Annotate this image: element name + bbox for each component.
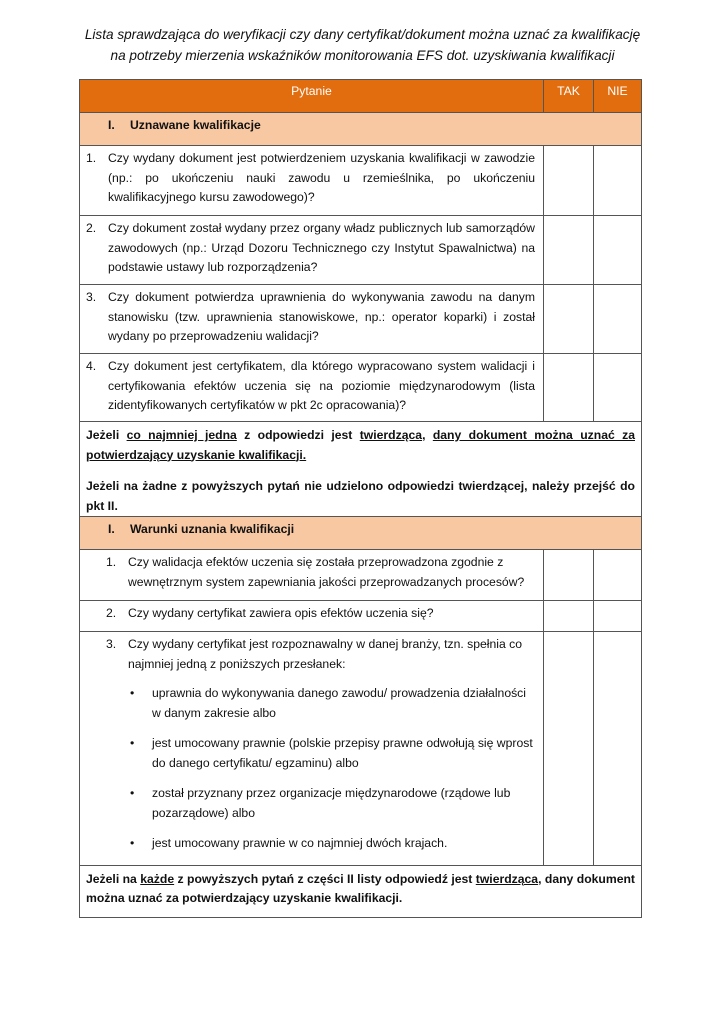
- table-row: [80, 285, 642, 354]
- note-emphasis: twierdząca: [359, 428, 423, 442]
- question-number: 1.: [86, 151, 97, 165]
- answer-no-cell[interactable]: [594, 146, 642, 216]
- section-1-heading: [80, 113, 642, 146]
- note-emphasis: co najmniej jedna: [126, 428, 237, 442]
- criteria-text: jest umocowany prawnie (polskie przepisy prawne odwołują się wprost do danego certyfikatu/ egzaminu) albo: [152, 736, 533, 770]
- note-text: Jeżeli: [86, 428, 127, 442]
- answer-yes-cell[interactable]: [544, 146, 594, 216]
- title-line-1: Lista sprawdzająca do weryfikacji czy dany certyfikat/dokument można uznać za kwalifikację: [84, 27, 641, 42]
- section-2-heading: [80, 517, 642, 550]
- question-text: Czy wydany certyfikat zawiera opis efektów uczenia się?: [128, 606, 434, 620]
- answer-no-cell[interactable]: [594, 285, 642, 354]
- answer-no-cell[interactable]: [594, 601, 642, 632]
- note-text: z powyższych pytań z części II listy odpowiedź jest: [174, 871, 476, 886]
- question-text: Czy wydany certyfikat jest rozpoznawalny w danej branży, tzn. spełnia co najmniej jedną z poniższych przesłanek:: [128, 637, 523, 671]
- title-line-2: na potrzeby mierzenia wskaźników monitorowania EFS dot. uzyskiwania kwalifikacji: [110, 48, 615, 63]
- answer-no-cell[interactable]: [594, 550, 642, 601]
- table-row: [80, 601, 642, 632]
- answer-yes-cell[interactable]: [544, 216, 594, 285]
- note-text: z odpowiedzi jest: [236, 428, 360, 442]
- criteria-text: uprawnia do wykonywania danego zawodu/ prowadzenia działalności w danym zakresie albo: [152, 686, 526, 720]
- question-number: 2.: [106, 606, 117, 620]
- question-text: Czy walidacja efektów uczenia się została przeprowadzona zgodnie z wewnętrznym system zapewniania jakości przeprowadzanych procesów?: [128, 555, 525, 589]
- bullet-icon: •: [130, 686, 135, 700]
- question-text: Czy dokument został wydany przez organy władz publicznych lub samorządów zawodowych (np.: Urząd Dozoru Technicznego czy Instytut Spawalnictwa) na podstawie ustawy lub rozporządzenia?: [108, 221, 535, 274]
- note-emphasis: każde: [140, 871, 175, 886]
- question-text: Czy dokument potwierdza uprawnienia do wykonywania zawodu na danym stanowisku (tzw. uprawnienia stanowiskowe, np.: operator koparki) i został wydany po przeprowadzeniu walidacji?: [108, 290, 535, 343]
- table-row: [80, 216, 642, 285]
- bullet-icon: •: [130, 836, 135, 850]
- header-question: Pytanie: [80, 80, 544, 113]
- section-1-number: I.: [108, 118, 115, 132]
- section-1-title: Uznawane kwalifikacje: [130, 118, 261, 132]
- answer-yes-cell[interactable]: [544, 601, 594, 632]
- list-item: [128, 734, 535, 773]
- list-item: [128, 784, 535, 823]
- section-1-note-fallback: Jeżeli na żadne z powyższych pytań nie udzielono odpowiedzi twierdzącej, należy przejść do pkt II.: [86, 479, 635, 513]
- criteria-list: [128, 684, 535, 854]
- question-number: 1.: [106, 555, 117, 569]
- table-header-row: [80, 80, 642, 113]
- note-text: Jeżeli na: [86, 871, 141, 886]
- section-2-title: Warunki uznania kwalifikacji: [130, 522, 295, 536]
- table-row: [80, 354, 642, 422]
- answer-yes-cell[interactable]: [544, 550, 594, 601]
- note-emphasis: twierdząca: [475, 871, 539, 886]
- note-text: , dany dokument można uznać za potwierdzający uzyskanie kwalifikacji.: [86, 871, 635, 905]
- answer-no-cell[interactable]: [594, 632, 642, 866]
- checklist-table: [79, 79, 642, 918]
- criteria-text: jest umocowany prawnie w co najmniej dwóch krajach.: [152, 836, 448, 850]
- table-row: [80, 632, 642, 866]
- table-row: [80, 146, 642, 216]
- list-item: [128, 834, 535, 854]
- section-2-note: [80, 865, 642, 917]
- criteria-text: został przyznany przez organizacje międzynarodowe (rządowe lub pozarządowe) albo: [152, 786, 511, 820]
- answer-yes-cell[interactable]: [544, 354, 594, 422]
- document-title: [40, 24, 685, 66]
- list-item: [128, 684, 535, 723]
- section-1-note-rule: [86, 426, 635, 465]
- header-no: NIE: [594, 80, 642, 113]
- table-row: [80, 550, 642, 601]
- question-number: 3.: [86, 290, 97, 304]
- question-number: 4.: [86, 359, 97, 373]
- answer-no-cell[interactable]: [594, 216, 642, 285]
- question-number: 2.: [86, 221, 97, 235]
- question-text: Czy dokument jest certyfikatem, dla którego wypracowano system walidacji i certyfikowania efektów uczenia się na poziomie międzynarodowym (lista zidentyfikowanych certyfikatów w pkt 2c opracowania)?: [108, 359, 535, 412]
- bullet-icon: •: [130, 736, 135, 750]
- answer-yes-cell[interactable]: [544, 285, 594, 354]
- question-text: Czy wydany dokument jest potwierdzeniem uzyskania kwalifikacji w zawodzie (np.: po ukończeniu nauki zawodu u rzemieślnika, po ukończeniu kwalifikacyjnego kursu zawodowego)?: [108, 151, 535, 204]
- section-2-note-rule: [86, 870, 635, 909]
- section-2-number: I.: [108, 522, 115, 536]
- answer-yes-cell[interactable]: [544, 632, 594, 866]
- answer-no-cell[interactable]: [594, 354, 642, 422]
- bullet-icon: •: [130, 786, 135, 800]
- section-1-note: [80, 422, 642, 517]
- header-yes: TAK: [544, 80, 594, 113]
- note-text: ,: [422, 428, 433, 442]
- question-number: 3.: [106, 637, 117, 651]
- note-emphasis: dany dokument można uznać za potwierdzający uzyskanie kwalifikacji.: [86, 428, 635, 462]
